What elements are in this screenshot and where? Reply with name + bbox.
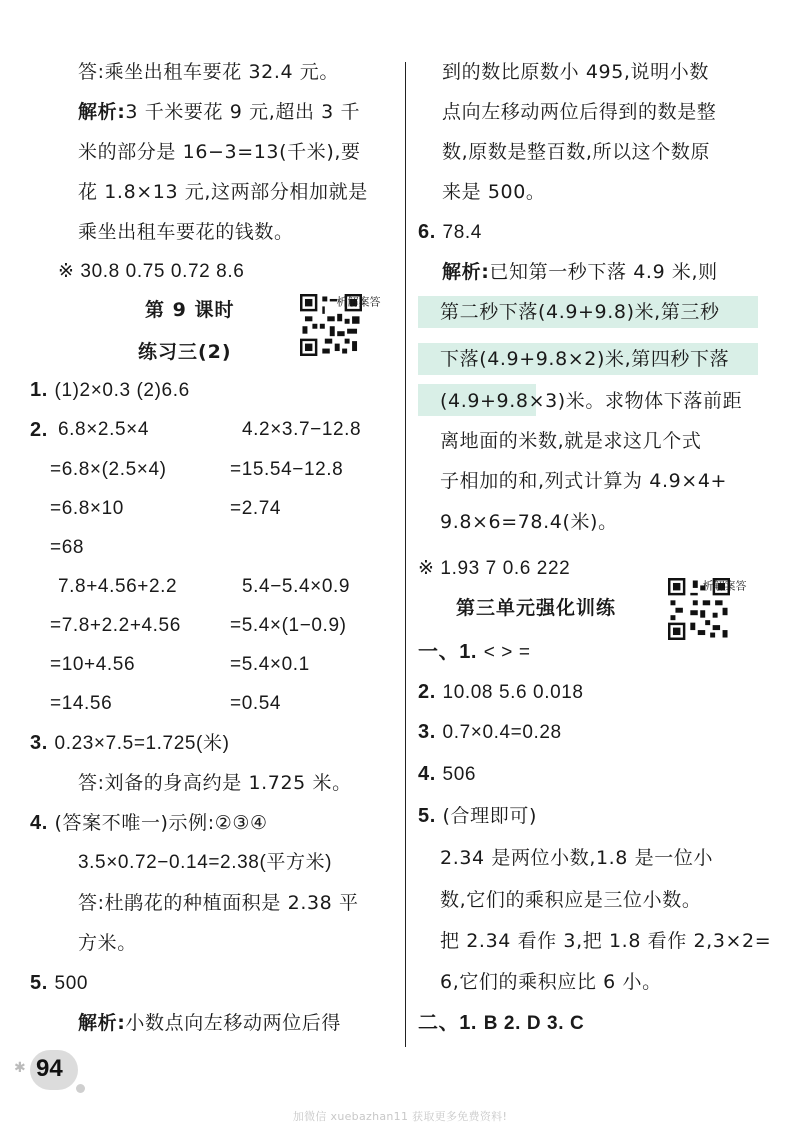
question-number: 二、1. — [418, 1012, 478, 1034]
question-number: 5. — [30, 972, 48, 994]
calc-line: =2.74 — [230, 498, 282, 519]
question-number: 1. — [30, 379, 48, 401]
calc-line: =6.8×10 — [50, 498, 124, 519]
extra-answers: ※ 1.93 7 0.6 222 — [418, 558, 571, 579]
calc-line: =15.54−12.8 — [230, 459, 344, 480]
text-line: (4.9+9.8×3)米。求物体下落前距 — [440, 390, 743, 412]
calc-line: =7.8+2.2+4.56 — [50, 615, 181, 636]
text-line: 数,它们的乘积应是三位小数。 — [440, 889, 702, 911]
text-line: 答:刘备的身高约是 1.725 米。 — [78, 772, 352, 794]
text-line: 答:乘坐出租车要花 32.4 元。 — [78, 61, 339, 83]
question-number: 4. — [418, 763, 436, 785]
question-1 — [30, 378, 190, 403]
analysis-text: 小数点向左移动两位后得 — [125, 1012, 342, 1034]
analysis-label: 解析: — [78, 1012, 126, 1034]
text-line: 方米。 — [78, 932, 137, 954]
question-number: 4. — [30, 812, 48, 834]
text-line: 2.34 是两位小数,1.8 是一位小 — [440, 847, 714, 869]
section-1-q5 — [418, 804, 537, 828]
calc-line: =14.56 — [50, 693, 113, 714]
answer-text: 500 — [54, 973, 89, 994]
calc-line: =0.54 — [230, 693, 282, 714]
star-decoration-icon: ✱ — [14, 1060, 26, 1076]
text-line: 米的部分是 16−3=13(千米),要 — [78, 141, 361, 163]
text-line: 点向左移动两位后得到的数是整 — [442, 101, 717, 123]
text-line: 数,原数是整百数,所以这个数原 — [442, 141, 711, 163]
answer-text: 506 — [442, 764, 477, 785]
calc-line: 3.5×0.72−0.14=2.38(平方米) — [78, 852, 333, 873]
text-line: 离地面的米数,就是求这几个式 — [440, 430, 702, 452]
text-line: 把 2.34 看作 3,把 1.8 看作 2,3×2= — [440, 930, 772, 952]
answer-text: (答案不唯一)示例:②③④ — [54, 812, 268, 834]
calc-line: =68 — [50, 537, 85, 558]
section-1-q4 — [418, 762, 476, 787]
answer-text: < > = — [483, 642, 531, 663]
text-line: 第二秒下落(4.9+9.8)米,第三秒 — [440, 301, 720, 323]
question-number: 一、1. — [418, 641, 478, 663]
unit-title: 第三单元强化训练 — [456, 597, 617, 619]
question-5 — [30, 971, 88, 996]
analysis-line — [442, 260, 718, 284]
text-line: 下落(4.9+9.8×2)米,第四秒下落 — [440, 348, 730, 370]
calc-line: =5.4×(1−0.9) — [230, 615, 347, 636]
answer-text: 0.7×0.4=0.28 — [442, 722, 562, 743]
analysis-label: 解析: — [78, 101, 126, 123]
answer-text: B 2. D 3. C — [483, 1013, 585, 1034]
question-number: 3. — [418, 721, 436, 743]
question-number: 6. — [418, 221, 436, 243]
question-number: 3. — [30, 732, 48, 754]
analysis-text: 3 千米要花 9 元,超出 3 千 — [125, 101, 361, 123]
calc-line: =10+4.56 — [50, 654, 136, 675]
question-6 — [418, 220, 482, 245]
question-number: 5. — [418, 805, 436, 827]
answer-text: (合理即可) — [442, 805, 537, 827]
extra-answers: ※ 30.8 0.75 0.72 8.6 — [58, 261, 245, 282]
watermark-text: 加微信 xuebazhan11 获取更多免费资料! — [292, 1110, 508, 1123]
text-line: 答:杜鹃花的种植面积是 2.38 平 — [78, 892, 359, 914]
page-number: 94 — [36, 1055, 63, 1082]
section-1-q1 — [418, 640, 531, 665]
column-divider — [405, 62, 406, 1047]
answer-text: 78.4 — [442, 222, 482, 243]
analysis-line — [78, 1011, 341, 1035]
answer-text: 10.08 5.6 0.018 — [442, 682, 584, 703]
text-line: 乘坐出租车要花的钱数。 — [78, 221, 294, 243]
analysis-line — [78, 100, 360, 124]
question-3 — [30, 731, 230, 756]
lesson-title: 第 9 课时 — [145, 299, 235, 321]
text-line: 9.8×6=78.4(米)。 — [440, 511, 618, 533]
qr-caption: 答案解析 — [335, 296, 381, 307]
question-4 — [30, 811, 268, 835]
text-line: 到的数比原数小 495,说明小数 — [442, 61, 709, 83]
qr-caption: 答案解析 — [701, 580, 747, 591]
question-number: 2. — [30, 419, 48, 441]
lesson-subtitle: 练习三(2) — [138, 341, 232, 363]
text-line: 花 1.8×13 元,这两部分相加就是 — [78, 181, 368, 203]
text-line: 6,它们的乘积应比 6 小。 — [440, 971, 662, 993]
calc-line: 4.2×3.7−12.8 — [242, 419, 362, 440]
analysis-label: 解析: — [442, 261, 490, 283]
section-1-q3 — [418, 720, 562, 745]
calc-line: =5.4×0.1 — [230, 654, 310, 675]
answer-text: (1)2×0.3 (2)6.6 — [54, 380, 190, 401]
calc-line: =6.8×(2.5×4) — [50, 459, 167, 480]
calc-line: 7.8+4.56+2.2 — [58, 576, 178, 597]
section-1-q2 — [418, 680, 584, 705]
dot-decoration-icon — [76, 1084, 85, 1093]
calc-line: 5.4−5.4×0.9 — [242, 576, 351, 597]
calc-line: 6.8×2.5×4 — [58, 419, 149, 440]
section-2-answers — [418, 1011, 584, 1036]
answer-text: 0.23×7.5=1.725(米) — [54, 733, 230, 754]
analysis-text: 已知第一秒下落 4.9 米,则 — [489, 261, 718, 283]
text-line: 来是 500。 — [442, 181, 546, 203]
text-line: 子相加的和,列式计算为 4.9×4+ — [440, 470, 728, 492]
question-number: 2. — [418, 681, 436, 703]
